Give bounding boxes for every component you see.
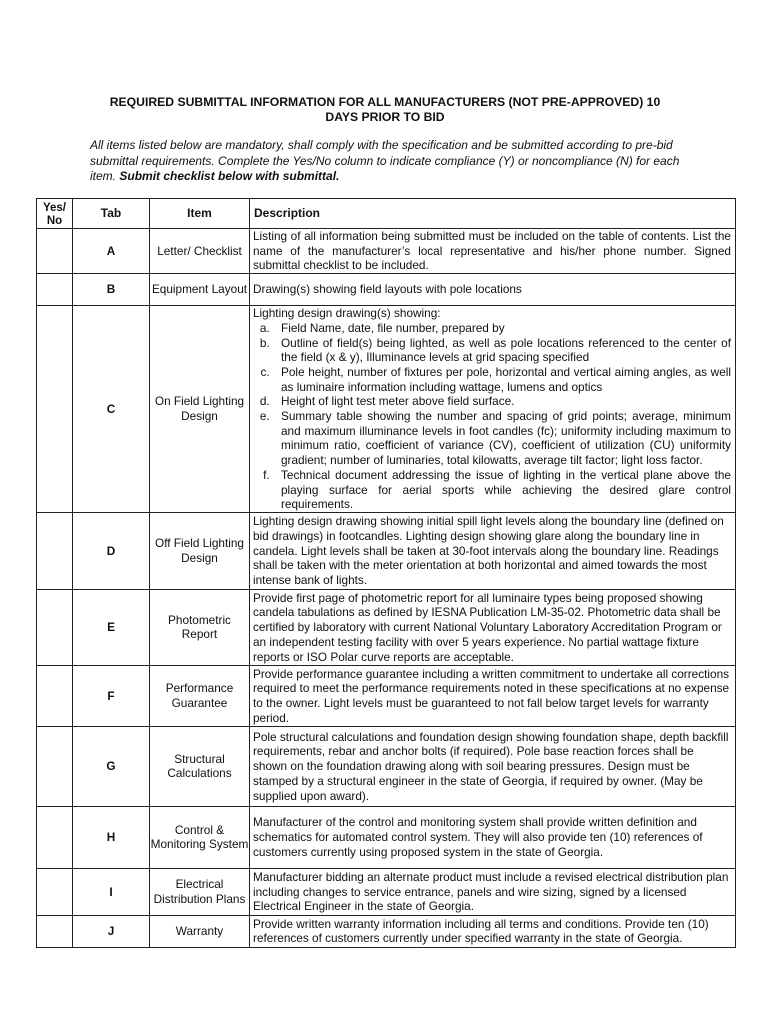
description-cell: Manufacturer of the control and monitoring system shall provide written definition and schematics for automated control system. They will also provide ten (10) references of customers currently using proposed system in the state of Georgia.	[250, 806, 736, 868]
title-line-1: REQUIRED SUBMITTAL INFORMATION FOR ALL MANUFACTURERS (NOT PRE-APPROVED) 10	[109, 95, 661, 109]
table-row	[37, 589, 736, 665]
description-cell: Provide first page of photometric report for all luminaire types being proposed showing candela tabulations as defined by IESNA Publication LM-35-02. Photometric data shall be certified by laboratory with current National Voluntary Laboratory Accreditation Program or an independent testing facility with over 5 years experience. No partial wattage fixture reports or ISO Polar curve reports are acceptable.	[250, 589, 736, 665]
intro-paragraph	[90, 138, 690, 185]
item-cell: Structural Calculations	[150, 726, 250, 806]
list-item: f. Technical document addressing the issue of lighting in the vertical plane above the playing surface for aerial sports while achieving the desired glare control requirements.	[273, 468, 731, 512]
header-description: Description	[250, 199, 736, 229]
description-cell: Pole structural calculations and foundation design showing foundation shape, depth backfill requirements, rebar and anchor bolts (if required). Pole base reaction forces shall be shown on the foundation drawing along with soil bearing pressures. Design must be stamped by a structural engineer in the state of Georgia, if required by owner. (May be supplied upon award).	[250, 726, 736, 806]
yes-no-cell[interactable]	[37, 806, 73, 868]
yes-no-cell[interactable]	[37, 726, 73, 806]
item-cell: Warranty	[150, 915, 250, 947]
tab-cell: H	[73, 806, 150, 868]
item-cell: Equipment Layout	[150, 274, 250, 306]
yes-no-cell[interactable]	[37, 229, 73, 274]
header-tab: Tab	[73, 199, 150, 229]
tab-cell: I	[73, 868, 150, 915]
item-cell: Electrical Distribution Plans	[150, 868, 250, 915]
tab-cell: C	[73, 306, 150, 513]
submittal-checklist-table	[36, 198, 736, 948]
description-intro: Lighting design drawing(s) showing:	[253, 306, 441, 321]
yes-no-cell[interactable]	[37, 868, 73, 915]
description-cell	[250, 306, 736, 513]
description-cell: Provide performance guarantee including a written commitment to undertake all corrections required to meet the performance requirements noted in these specifications at no expense to the owner. Light levels must be guaranteed to not fall below target levels for warranty period.	[250, 665, 736, 726]
item-cell: Off Field Lighting Design	[150, 512, 250, 589]
tab-cell: D	[73, 512, 150, 589]
item-cell: Photometric Report	[150, 589, 250, 665]
list-item: c. Pole height, number of fixtures per pole, horizontal and vertical aiming angles, as well as luminaire information including wattage, lumens and optics	[273, 365, 731, 394]
tab-cell: B	[73, 274, 150, 306]
title-line-2: DAYS PRIOR TO BID	[325, 110, 445, 124]
tab-cell: G	[73, 726, 150, 806]
yes-no-cell[interactable]	[37, 274, 73, 306]
table-header-row	[37, 199, 736, 229]
description-cell: Manufacturer bidding an alternate product must include a revised electrical distribution plan including changes to service entrance, panels and wire sizing, signed by a licensed Electrical Engineer in the state of Georgia.	[250, 868, 736, 915]
document-title	[60, 95, 710, 125]
yes-no-cell[interactable]	[37, 512, 73, 589]
table-row	[37, 512, 736, 589]
table-row	[37, 665, 736, 726]
header-yes-no	[37, 199, 73, 229]
table-row	[37, 915, 736, 947]
table-row	[37, 868, 736, 915]
yes-no-cell[interactable]	[37, 589, 73, 665]
yes-no-cell[interactable]	[37, 306, 73, 513]
table-row	[37, 806, 736, 868]
item-cell: On Field Lighting Design	[150, 306, 250, 513]
header-item: Item	[150, 199, 250, 229]
item-cell: Letter/ Checklist	[150, 229, 250, 274]
intro-text: All items listed below are mandatory, shall comply with the specification and be submitted according to pre-bid submittal requirements. Complete the Yes/No column to indicate compliance (Y) or noncompliance (N) for each item.	[90, 138, 680, 183]
intro-bold-instruction: Submit checklist below with submittal.	[119, 169, 340, 183]
description-cell: Listing of all information being submitted must be included on the table of contents. List the name of the manufacturer’s local representative and his/her phone number. Signed submittal checklist to be included.	[250, 229, 736, 274]
list-item: a. Field Name, date, file number, prepared by	[273, 321, 731, 336]
yes-no-cell[interactable]	[37, 665, 73, 726]
header-no-label: No	[46, 214, 63, 227]
tab-cell: E	[73, 589, 150, 665]
table-row	[37, 726, 736, 806]
header-yes-label: Yes/	[42, 201, 67, 214]
tab-cell: F	[73, 665, 150, 726]
item-cell: Control & Monitoring System	[150, 806, 250, 868]
yes-no-cell[interactable]	[37, 915, 73, 947]
table-row	[37, 229, 736, 274]
description-cell: Lighting design drawing showing initial spill light levels along the boundary line (defined on bid drawings) in footcandles. Lighting design showing glare along the boundary line in candela. Light levels shall be taken at 30-foot intervals along the boundary line. Readings shall be taken with the meter orientation at both horizontal and aimed towards the most intense bank of lights.	[250, 512, 736, 589]
requirements-list	[253, 321, 731, 512]
description-cell: Provide written warranty information including all terms and conditions. Provide ten (10) references of customers currently under specified warranty in the state of Georgia.	[250, 915, 736, 947]
list-item: b. Outline of field(s) being lighted, as well as pole locations referenced to the center of the field (x & y), Illuminance levels at grid spacing specified	[273, 336, 731, 365]
list-item: d. Height of light test meter above field surface.	[273, 394, 731, 409]
item-cell: Performance Guarantee	[150, 665, 250, 726]
table-row	[37, 274, 736, 306]
description-cell: Drawing(s) showing field layouts with pole locations	[250, 274, 736, 306]
tab-cell: J	[73, 915, 150, 947]
list-item: e. Summary table showing the number and spacing of grid points; average, minimum and maximum illuminance levels in foot candles (fc); uniformity including maximum to minimum ratio, coefficient of variance (CV), coefficient of utilization (CU) uniformity gradient; number of luminaries, total kilowatts, average tilt factor; light loss factor.	[273, 409, 731, 468]
tab-cell: A	[73, 229, 150, 274]
table-row	[37, 306, 736, 513]
